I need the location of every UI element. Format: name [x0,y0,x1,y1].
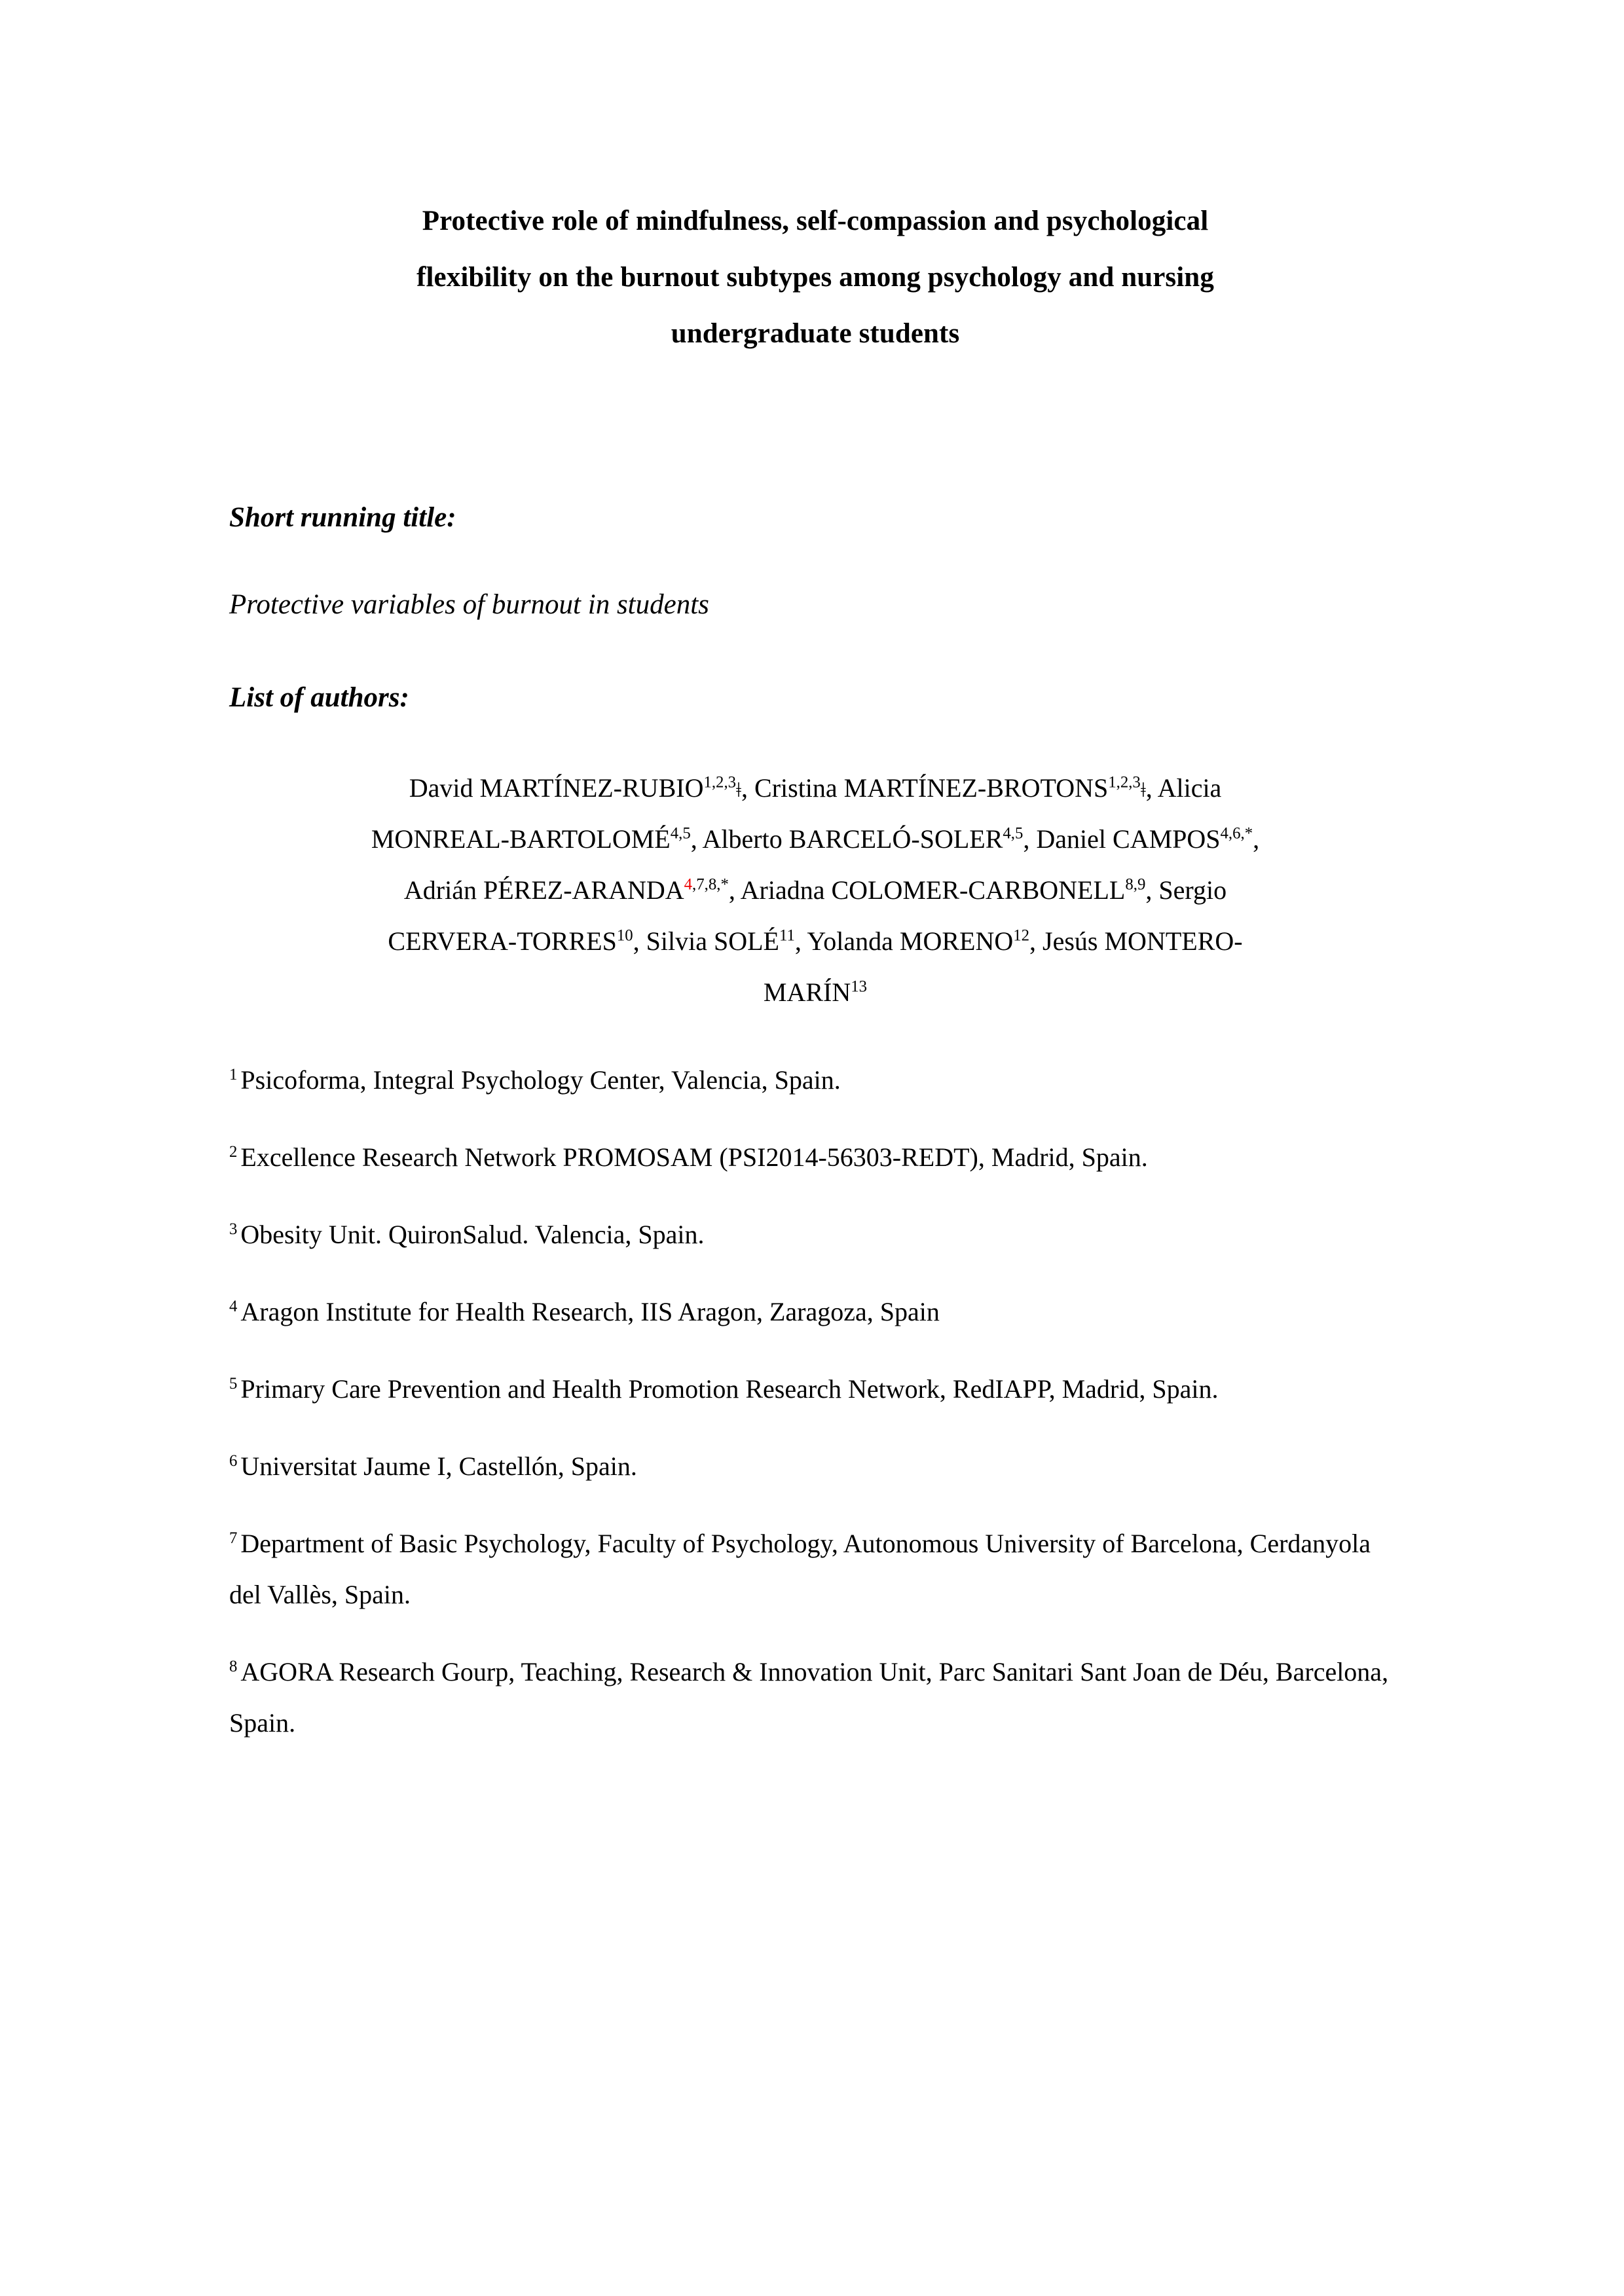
author-name: Adrián PÉREZ-ARANDA [403,875,684,905]
author-affiliation-marker: 4 [684,875,693,894]
affiliation-marker: 8 [229,1657,238,1675]
author-affiliation-marker: 1,2,3 [1108,773,1141,792]
affiliation-text: Universitat Jaume I, Castellón, Spain. [240,1451,637,1481]
affiliation-marker: 1 [229,1065,238,1084]
author-name: , Alberto BARCELÓ-SOLER [690,824,1003,854]
affiliation-marker: 7 [229,1529,238,1547]
affiliation-marker: 5 [229,1374,238,1393]
author-affiliation-marker: 8,9 [1125,875,1146,894]
affiliation-text: Obesity Unit. QuironSalud. Valencia, Spain. [240,1219,705,1249]
affiliation-marker: 6 [229,1451,238,1470]
author-name: , Silvia SOLÉ [633,926,779,956]
author-line [233,763,1397,814]
affiliation-item [229,1209,1401,1260]
spacer-before-authors-heading [229,632,1401,671]
author-affiliation-marker: 12 [1013,926,1030,945]
affiliation-list [229,1055,1401,1749]
author-affiliation-marker: 10 [616,926,633,945]
affiliation-text: Psicoforma, Integral Psychology Center, Valencia, Spain. [240,1065,841,1095]
page-title-line: flexibility on the burnout subtypes among psychology and nursing [416,262,1214,293]
author-affiliation-marker: ,7,8,* [692,875,729,894]
page-title-line: undergraduate students [671,318,960,349]
author-line [233,865,1397,916]
author-list [229,763,1401,1018]
affiliation-text: AGORA Research Gourp, Teaching, Research & Innovation Unit, Parc Sanitari Sant Joan de Déu, Barcelona, Spain. [229,1656,1389,1738]
author-name: , Daniel CAMPOS [1023,824,1221,854]
page-content [229,0,1401,1774]
affiliation-item [229,1132,1401,1183]
author-name: , [1253,824,1260,854]
equal-contribution-marker: ǂ [1140,777,1146,801]
author-affiliation-marker: 4,6,* [1220,824,1253,843]
author-name: , Ariadna COLOMER-CARBONELL [728,875,1126,905]
author-name: MARÍN [763,977,851,1007]
affiliation-text: Primary Care Prevention and Health Promotion Research Network, RedIAPP, Madrid, Spain. [240,1374,1219,1404]
author-name: MONREAL-BARTOLOMÉ [371,824,671,854]
affiliation-text: Aragon Institute for Health Research, IIS Aragon, Zaragoza, Spain [240,1296,940,1326]
author-name: , Alicia [1145,773,1222,803]
affiliation-item [229,1055,1401,1106]
author-affiliation-marker: 1,2,3 [703,773,737,792]
affiliation-item [229,1286,1401,1338]
author-name: CERVERA-TORRES [388,926,617,956]
spacer-after-title [229,381,1401,491]
author-affiliation-marker: 13 [851,977,868,996]
affiliation-item [229,1647,1401,1749]
affiliation-item [229,1364,1401,1415]
page-title [229,193,1401,362]
running-title-heading: Short running title: [229,501,456,533]
spacer-running-title [229,544,1401,578]
author-line [233,916,1397,967]
author-name: , Cristina MARTÍNEZ-BROTONS [741,773,1109,803]
author-name: , Yolanda MORENO [794,926,1014,956]
author-affiliation-marker: 4,5 [670,824,691,843]
authors-heading: List of authors: [229,682,409,714]
affiliation-item [229,1441,1401,1492]
affiliation-marker: 4 [229,1297,238,1315]
affiliation-marker: 3 [229,1220,238,1238]
author-line [233,814,1397,865]
author-affiliation-marker: 4,5 [1003,824,1024,843]
running-title-value: Protective variables of burnout in students [229,589,709,621]
affiliation-marker: 2 [229,1142,238,1161]
equal-contribution-marker: ǂ [736,777,742,801]
author-affiliation-marker: 11 [779,926,795,945]
affiliation-text: Excellence Research Network PROMOSAM (PSI2014-56303-REDT), Madrid, Spain. [240,1142,1148,1172]
author-line [233,967,1397,1018]
affiliation-item [229,1518,1401,1620]
author-name: , Jesús MONTERO- [1029,926,1243,956]
author-name: , Sergio [1145,875,1227,905]
author-name: David MARTÍNEZ-RUBIO [409,773,704,803]
affiliation-text: Department of Basic Psychology, Faculty of Psychology, Autonomous University of Barcelona, Cerdanyola del Vallès, Spain. [229,1528,1371,1609]
page-title-line: Protective role of mindfulness, self-compassion and psychological [422,206,1209,236]
